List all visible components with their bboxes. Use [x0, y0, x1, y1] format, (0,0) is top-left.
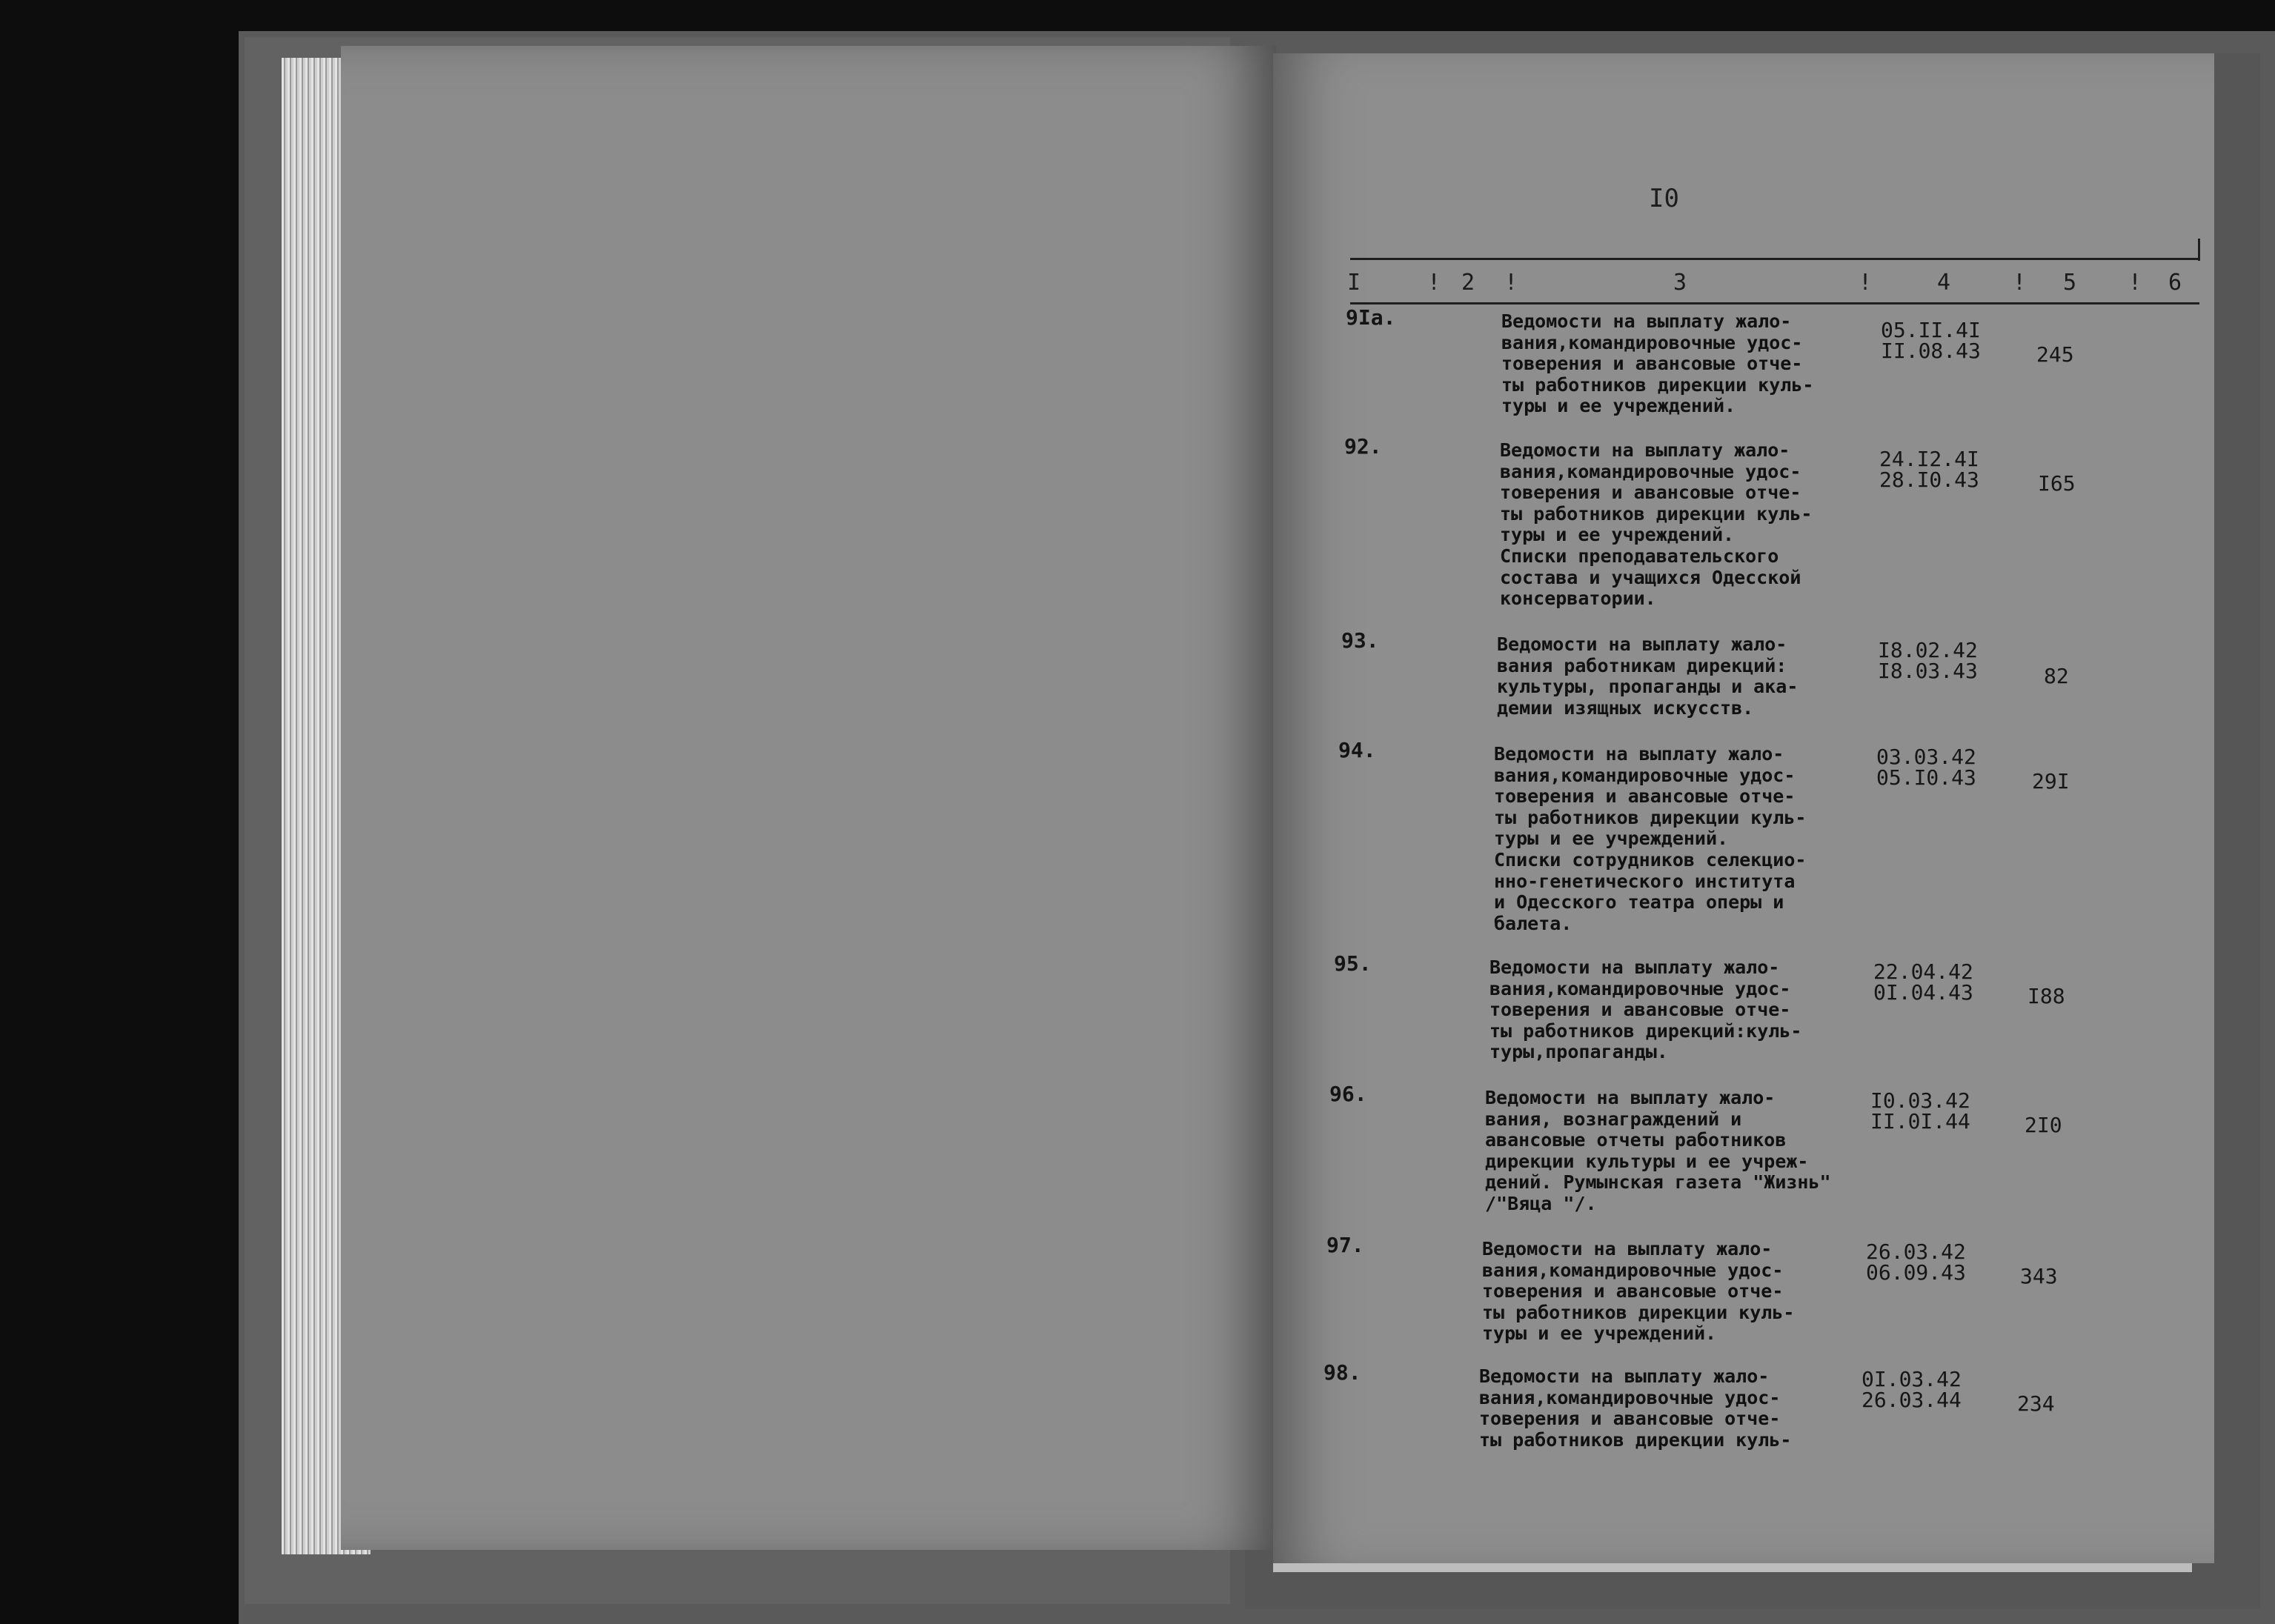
row-number: 93. — [1341, 628, 1379, 653]
col-separator: ! — [1859, 270, 1873, 296]
row-description: Ведомости на выплату жало- вания,командировочные удос- товерения и авансовые отче- ты работников дирекций:куль- туры,пропаганды. — [1489, 956, 1802, 1063]
col-header-4: 4 — [1937, 270, 1951, 296]
row-number: 92. — [1344, 434, 1382, 459]
row-sheet-count: I65 — [2038, 471, 2076, 496]
row-description: Ведомости на выплату жало- вания,командировочные удос- товерения и авансовые отче- ты работников дирекции куль- туры и ее учреждений. — [1501, 310, 1814, 417]
row-dates: I8.02.42 I8.03.43 — [1878, 638, 1978, 683]
row-number: 9Ia. — [1346, 305, 1396, 330]
row-dates: 05.II.4I II.08.43 — [1881, 318, 1981, 363]
row-dates: 24.I2.4I 28.I0.43 — [1879, 447, 1979, 492]
row-sheet-count: 234 — [2017, 1391, 2055, 1416]
row-sheet-count: 343 — [2020, 1264, 2058, 1288]
row-dates: 22.04.42 0I.04.43 — [1873, 959, 1973, 1005]
row-number: 96. — [1329, 1082, 1367, 1106]
row-dates: 26.03.42 06.09.43 — [1866, 1239, 1966, 1285]
row-description: Ведомости на выплату жало- вания, вознаграждений и авансовые отчеты работников дирекции культуры и ее учреж- дений. Румынская газета "Жизнь" /"Вяца "/. — [1485, 1087, 1831, 1214]
col-separator: ! — [2013, 270, 2027, 296]
row-dates: I0.03.42 II.0I.44 — [1870, 1088, 1970, 1134]
row-number: 97. — [1326, 1233, 1364, 1257]
col-header-2: 2 — [1461, 270, 1475, 296]
col-separator: ! — [1427, 270, 1441, 296]
col-separator: ! — [1504, 270, 1518, 296]
row-description: Ведомости на выплату жало- вания,командировочные удос- товерения и авансовые отче- ты работников дирекции куль- туры и ее учреждений. — [1482, 1238, 1795, 1345]
col-header-5: 5 — [2063, 270, 2077, 296]
row-number: 94. — [1338, 738, 1376, 762]
row-sheet-count: 29I — [2032, 769, 2070, 793]
header-right-tick — [2198, 239, 2200, 261]
row-dates: 03.03.42 05.I0.43 — [1876, 745, 1976, 790]
row-number: 95. — [1334, 951, 1372, 976]
header-bottom-rule — [1350, 302, 2199, 304]
page-number: I0 — [1649, 184, 1679, 213]
col-header-6: 6 — [2168, 270, 2182, 296]
row-sheet-count: 2I0 — [2025, 1113, 2062, 1137]
row-sheet-count: I88 — [2027, 984, 2065, 1008]
col-header-1: I — [1347, 270, 1361, 296]
row-number: 98. — [1324, 1360, 1361, 1385]
left-page-blank — [341, 46, 1276, 1550]
row-description: Ведомости на выплату жало- вания работникам дирекций: культуры, пропаганды и ака- демии изящных искусств. — [1497, 633, 1799, 719]
page-bottom-edge — [1273, 1563, 2192, 1572]
col-header-3: 3 — [1673, 270, 1687, 296]
row-description: Ведомости на выплату жало- вания,командировочные удос- товерения и авансовые отче- ты работников дирекции куль- туры и ее учреждений. Списки сотрудников селекцио- нно-генетического института и Одесского театра оперы и балета. — [1494, 743, 1807, 934]
row-description: Ведомости на выплату жало- вания,командировочные удос- товерения и авансовые отче- ты работников дирекции куль- — [1479, 1365, 1792, 1451]
row-description: Ведомости на выплату жало- вания,командировочные удос- товерения и авансовые отче- ты работников дирекции куль- туры и ее учреждений. Списки преподавательского состава и учащихся Одесской консерватории. — [1500, 439, 1813, 610]
col-separator: ! — [2128, 270, 2142, 296]
row-sheet-count: 82 — [2044, 664, 2069, 688]
header-top-rule — [1350, 258, 2199, 260]
row-dates: 0I.03.42 26.03.44 — [1861, 1367, 1962, 1412]
row-sheet-count: 245 — [2036, 342, 2074, 367]
